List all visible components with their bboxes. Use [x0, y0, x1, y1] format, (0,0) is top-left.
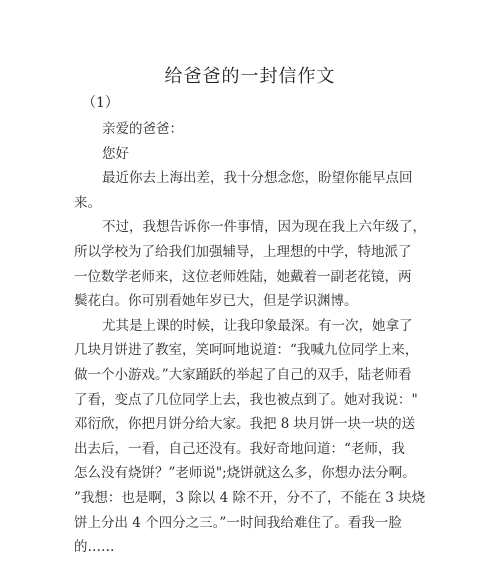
- text-line: 鬓花白。你可别看她年岁已大，但是学识渊博。: [74, 293, 358, 310]
- text-line: 的……: [74, 539, 115, 556]
- text-line: 做一个小游戏。”大家踊跃的举起了自己的双手，陆老师看: [74, 366, 412, 383]
- text-line: 不过，我想告诉你一件事情，因为现在我上六年级了，: [102, 219, 426, 236]
- text-line: 怎么没有烧饼？”老师说";烧饼就这么多，你想办法分啊。: [74, 465, 416, 482]
- text-line: 一位数学老师来，这位老师姓陆，她戴着一副老花镜，两: [74, 268, 412, 285]
- text-line: 尤其是上课的时候，让我印象最深。有一次，她拿了: [102, 317, 413, 334]
- document-title: 给爸爸的一封信作文: [164, 66, 336, 87]
- text-line: 几块月饼进了教室，笑呵呵地说道：“我喊九位同学上来，: [74, 342, 419, 359]
- section-number: （1）: [82, 95, 119, 111]
- text-line: 邓衍欣，你把月饼分给大家。我把 8 块月饼一块一块的送: [74, 416, 416, 433]
- text-line: 来。: [74, 194, 101, 211]
- text-line: 亲爱的爸爸：: [102, 121, 183, 137]
- text-line: 所以学校为了给我们加强辅导，上理想的中学，特地派了: [74, 243, 412, 260]
- text-line: ”我想：也是啊，3 除以 4 除不开，分不了，不能在 3 块烧: [74, 489, 426, 506]
- text-line: 饼上分出 4 个四分之三。”一时间我给难住了。看我一脸: [74, 514, 402, 531]
- letter-body: [74, 117, 426, 560]
- text-line: 您好: [102, 145, 129, 162]
- text-line: 最近你去上海出差，我十分想念您，盼望你能早点回: [102, 170, 413, 187]
- text-line: 出去后，一看，自己还没有。我好奇地问道：“老师，我: [74, 440, 405, 457]
- text-line: 了看，变点了几位同学上去，我也被点到了。她对我说：": [74, 391, 418, 408]
